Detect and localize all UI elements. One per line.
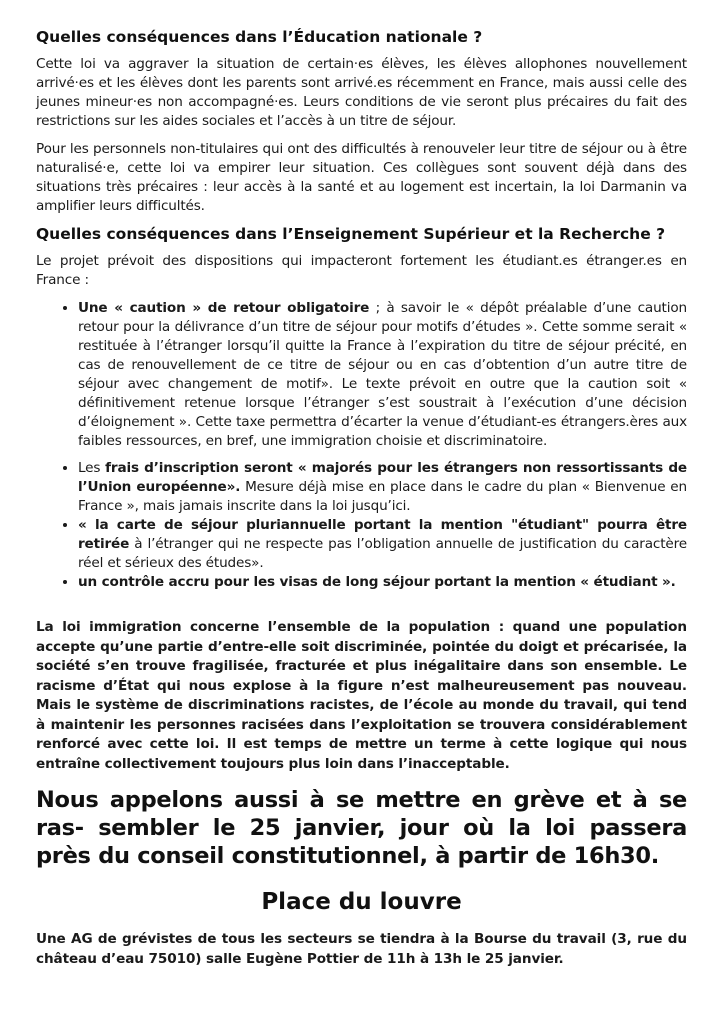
bullet-lead: Les [78,460,106,476]
list-item-visas [78,573,687,592]
bullet-bold: frais d’inscription seront « majorés pour les étrangers non ressortissants de l’Union européenne». [78,460,687,495]
heading-esr: Quelles conséquences dans l’Enseignement Supérieur et la Recherche ? [36,225,666,243]
paragraph-education-students: Cette loi va aggraver la situation de certain·es élèves, les élèves allophones nouvellement arrivé·es et les élèves dont les parents sont arrivé.es récemment en France, mais aussi celle des jeunes mineur·es non accompagné·es. Leurs conditions de vie seront plus précaires du fait des restrictions sur les aides sociales et l’accès à un titre de séjour. [36,56,687,129]
list-item-card [78,516,687,573]
strike-call: Nous appelons aussi à se mettre en grève et à se ras- sembler le 25 janvier, jour où la loi passera près du conseil constitutionnel, à partir de 16h30. [36,787,687,869]
heading-education: Quelles conséquences dans l’Éducation nationale ? [36,28,483,46]
list-item-fees [78,459,687,516]
general-assembly-notice: Une AG de grévistes de tous les secteurs se tiendra à la Bourse du travail (3, rue du château d’eau 75010) salle Eugène Pottier de 11h à 13h le 25 janvier. [36,931,687,967]
bullet-bold: Une « caution » de retour obligatoire [78,300,370,316]
bullet-text: Mesure déjà mise en place dans le cadre du plan « Bienvenue en France », mais jamais inscrite dans la loi jusqu’ici. [78,479,687,514]
paragraph-education-staff: Pour les personnels non-titulaires qui ont des difficultés à renouveler leur titre de séjour ou à être naturalisé·e, cette loi va empirer leur situation. Ces collègues sont souvent déjà dans des situations très précaires : leur accès à la santé et au logement est incertain, la loi Darmanin va amplifier leurs difficultés. [36,141,687,214]
bullet-bold: « la carte de séjour pluriannuelle portant la mention "étudiant" pourra être retirée [78,517,687,552]
bullet-text: ; à savoir le « dépôt préalable d’une caution retour pour la délivrance d’un titre de séjour pour motifs d’études ». Cette somme serait « restituée à l’étranger lorsqu’il quitte la France à l’expiration du titre de séjour précité, en cas de renouvellement de ce titre de séjour ou en cas d’obtention d’un autre titre de séjour avec changement de motif». Le texte prévoit en outre que la caution soit « définitivement retenue lorsque l’étranger s’est soustrait à l’exécution d’une décision d’éloignement ». Cette taxe permettra d’écarter la venue d’étudiant-es étrangers.ères aux faibles ressources, en bref, une immigration choisie et discriminatoire. [78,300,687,449]
list-item-caution [78,299,687,451]
rally-location: Place du louvre [261,889,462,915]
paragraph-esr-intro: Le projet prévoit des dispositions qui impacteront fortement les étudiant.es étranger.es en France : [36,253,687,288]
esr-measures-list [36,299,687,592]
bullet-text: à l’étranger qui ne respecte pas l’obligation annuelle de justification du caractère réel et sérieux des études». [78,536,687,571]
closing-paragraph: La loi immigration concerne l’ensemble de la population : quand une population accepte qu’une partie d’entre-elle soit discriminée, pointée du doigt et précarisée, la société s’en trouve fragilisée, fracturée et plus inégalitaire dans son ensemble. Le racisme d’État qui nous explose à la figure n’est malheureusement pas nouveau. Mais le système de discriminations racistes, de l’école au monde du travail, qui tend à maintenir les personnes racisées dans l’exploitation se trouvera considérablement renforcé avec cette loi. Il est temps de mettre un terme à cette logique qui nous entraîne collectivement toujours plus loin dans l’inacceptable. [36,619,687,772]
bullet-bold: un contrôle accru pour les visas de long séjour portant la mention « étudiant ». [78,574,676,590]
